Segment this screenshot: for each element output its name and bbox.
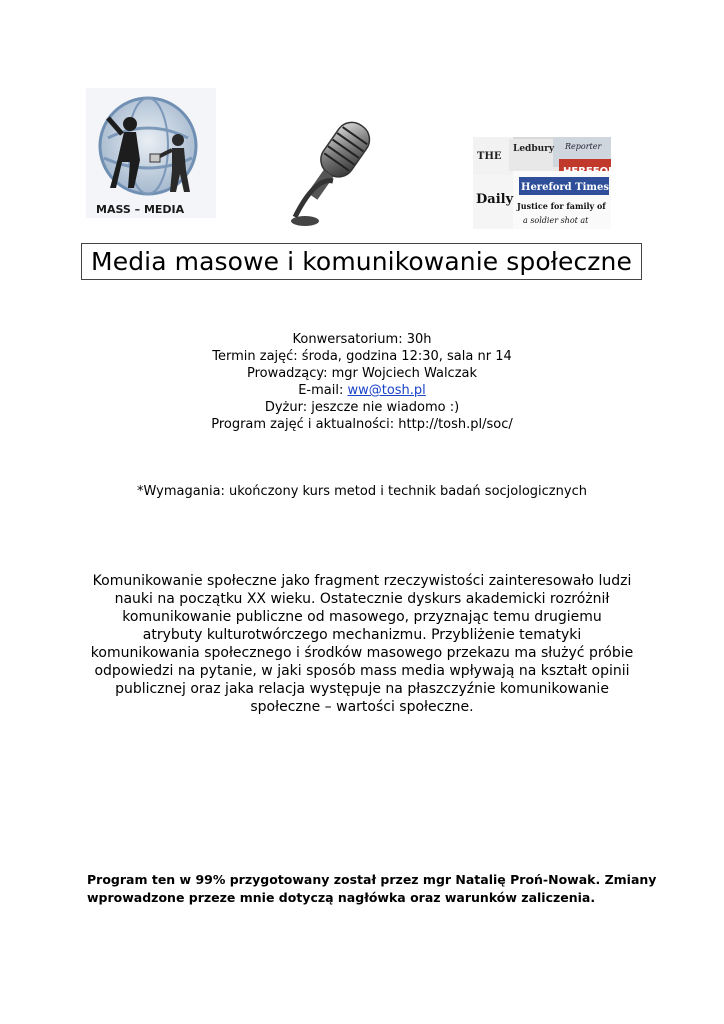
headline-justice: Justice for family of xyxy=(517,201,606,211)
course-info xyxy=(0,331,724,433)
logo-text: MASS – MEDIA xyxy=(96,203,185,216)
email-label: E-mail: xyxy=(298,383,348,398)
paragraph-line: nauki na początku XX wieku. Ostatecznie dyskurs akademicki rozróżnił xyxy=(114,591,610,607)
footer-line: wprowadzone przeze mnie dotyczą nagłówka oraz warunków zaliczenia. xyxy=(87,890,596,905)
info-email-line xyxy=(0,382,724,399)
paragraph-line: publicznej oraz jaka relacja występuje na płaszczyźnie komunikowanie xyxy=(115,681,609,697)
paragraph-line: komunikowanie publiczne od masowego, przyznając temu drugiemu xyxy=(122,609,602,625)
masthead-the: THE xyxy=(477,151,502,162)
paragraph-line: atrybuty kulturotwórczego mechanizmu. Przybliżenie tematyki xyxy=(142,627,582,643)
info-office-hours: Dyżur: jeszcze nie wiadomo :) xyxy=(264,400,460,415)
headline-soldier: a soldier shot at xyxy=(523,216,589,225)
email-link[interactable]: ww@tosh.pl xyxy=(347,383,426,398)
masthead-reporter: Reporter xyxy=(565,142,602,151)
info-program: Program zajęć i aktualności: http://tosh.pl/soc/ xyxy=(211,417,513,432)
microphone-image xyxy=(285,117,385,229)
info-instructor: Prowadzący: mgr Wojciech Walczak xyxy=(246,366,478,381)
newspapers-image xyxy=(473,137,625,229)
masthead-daily: Daily xyxy=(476,192,514,207)
requirements: *Wymagania: ukończony kurs metod i technik badań socjologicznych xyxy=(137,484,587,499)
paragraph-line: odpowiedzi na pytanie, w jaki sposób mass media wpływają na kształt opinii xyxy=(94,663,630,679)
footer-note xyxy=(87,871,687,907)
title-box xyxy=(81,243,642,280)
info-seminar: Konwersatorium: 30h xyxy=(292,332,432,347)
description-paragraph xyxy=(72,572,652,716)
mass-media-logo xyxy=(86,88,216,218)
paragraph-line: komunikowania społecznego i środków masowego przekazu ma służyć próbie xyxy=(90,645,634,661)
masthead-hereford-times: Hereford Times xyxy=(521,182,609,193)
masthead-ledbury: Ledbury xyxy=(513,144,555,154)
paragraph-line: społeczne – wartości społeczne. xyxy=(250,699,474,715)
footer-line: Program ten w 99% przygotowany został przez mgr Natalię Proń-Nowak. Zmiany xyxy=(87,872,657,887)
page-title: Media masowe i komunikowanie społeczne xyxy=(91,247,632,276)
masthead-hereford: HEREFORD xyxy=(563,166,625,177)
info-schedule: Termin zajęć: środa, godzina 12:30, sala nr 14 xyxy=(212,349,512,364)
paragraph-line: Komunikowanie społeczne jako fragment rzeczywistości zainteresowało ludzi xyxy=(92,573,632,589)
